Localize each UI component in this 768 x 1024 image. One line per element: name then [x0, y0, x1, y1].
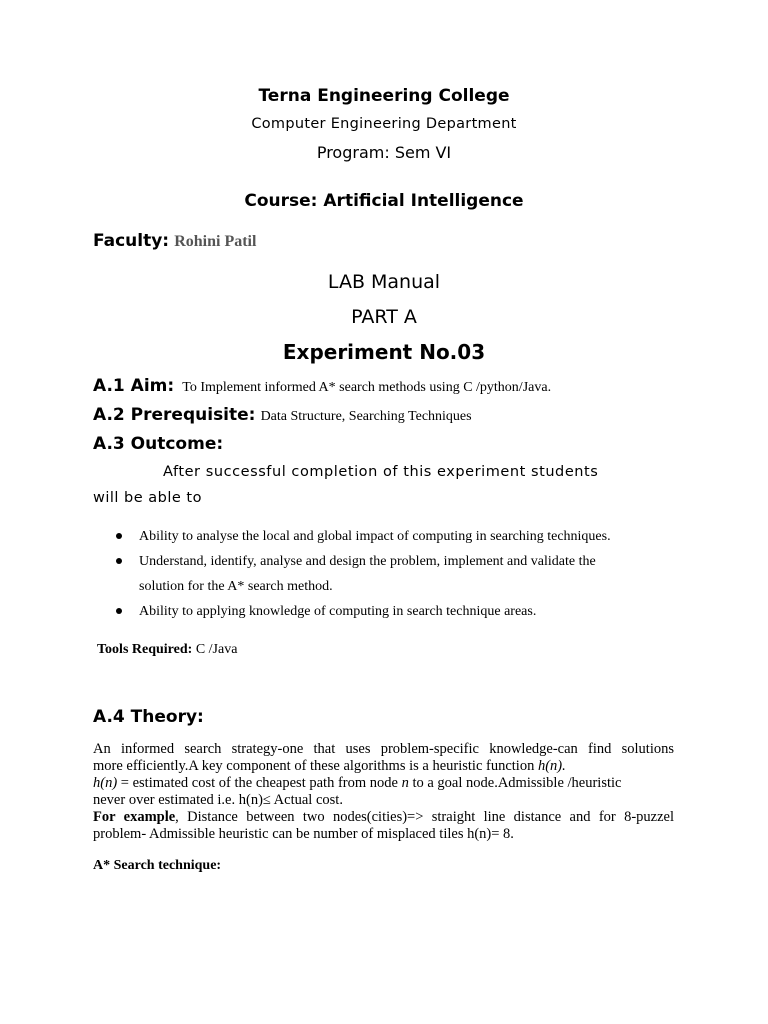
theory-label: A.4 Theory:	[93, 707, 204, 727]
theory-hn-italic-2: h(n)	[93, 775, 118, 791]
department-name: Computer Engineering Department	[251, 116, 517, 132]
bullet-icon	[116, 533, 122, 539]
aim-line	[93, 376, 551, 396]
part-title: PART A	[351, 306, 417, 328]
course-title: Course: Artificial Intelligence	[244, 191, 524, 211]
college-name: Terna Engineering College	[258, 86, 510, 106]
experiment-title: Experiment No.03	[282, 340, 486, 364]
theory-line-4: never over estimated i.e. h(n)≤ Actual cost.	[93, 792, 343, 808]
example-label: For example	[93, 809, 176, 825]
outcome-bullet-1: Ability to analyse the local and global impact of computing in searching techniques.	[139, 529, 611, 544]
program-label: Program: Sem VI	[316, 143, 452, 162]
aim-text: To Implement informed A* search methods using C /python/Java.	[182, 380, 552, 395]
prerequisite-text: Data Structure, Searching Techniques	[260, 409, 472, 424]
prerequisite-line	[93, 405, 472, 425]
theory-line-3	[93, 775, 674, 792]
theory-line-1: An informed search strategy-one that uses problem-specific knowledge-can find solutions	[93, 741, 674, 757]
faculty-line	[93, 231, 256, 251]
tools-line	[97, 642, 237, 658]
theory-n-italic: n	[401, 775, 409, 791]
theory-hn-italic: h(n).	[537, 758, 566, 774]
tools-text: C /Java	[195, 642, 238, 657]
outcome-bullet-3: Ability to applying knowledge of computing in search technique areas.	[139, 604, 537, 619]
bullet-icon	[116, 558, 122, 564]
prerequisite-label: A.2 Prerequisite:	[93, 405, 256, 425]
theory-example-line-2: problem- Admissible heuristic can be number of misplaced tiles h(n)= 8.	[93, 826, 514, 842]
theory-line-2	[93, 758, 674, 775]
manual-title: LAB Manual	[327, 271, 441, 293]
theory-line-2-text: more efficiently.A key component of these algorithms is a heuristic function	[93, 758, 538, 774]
outcome-bullet-2-continuation: solution for the A* search method.	[139, 579, 333, 594]
bullet-icon	[116, 608, 122, 614]
outcome-intro-line2: will be able to	[93, 490, 202, 506]
faculty-name: Rohini Patil	[174, 233, 257, 250]
theory-example-line-1	[93, 809, 674, 826]
theory-line-3-mid: = estimated cost of the cheapest path from node	[117, 775, 402, 791]
example-text-1: , Distance between two nodes(cities)=> straight line distance and for 8-puzzel	[175, 809, 674, 825]
faculty-label: Faculty:	[93, 231, 170, 251]
theory-line-3-post: to a goal node.Admissible /heuristic	[408, 775, 622, 791]
astar-heading: A* Search technique:	[93, 858, 222, 873]
outcome-intro-line1: After successful completion of this experiment students	[163, 464, 599, 480]
theory-paragraph	[93, 741, 674, 843]
tools-label: Tools Required:	[97, 642, 193, 657]
outcome-bullet-2: Understand, identify, analyse and design the problem, implement and validate the	[139, 554, 596, 569]
outcome-label: A.3 Outcome:	[93, 434, 224, 454]
aim-label: A.1 Aim:	[93, 376, 175, 396]
